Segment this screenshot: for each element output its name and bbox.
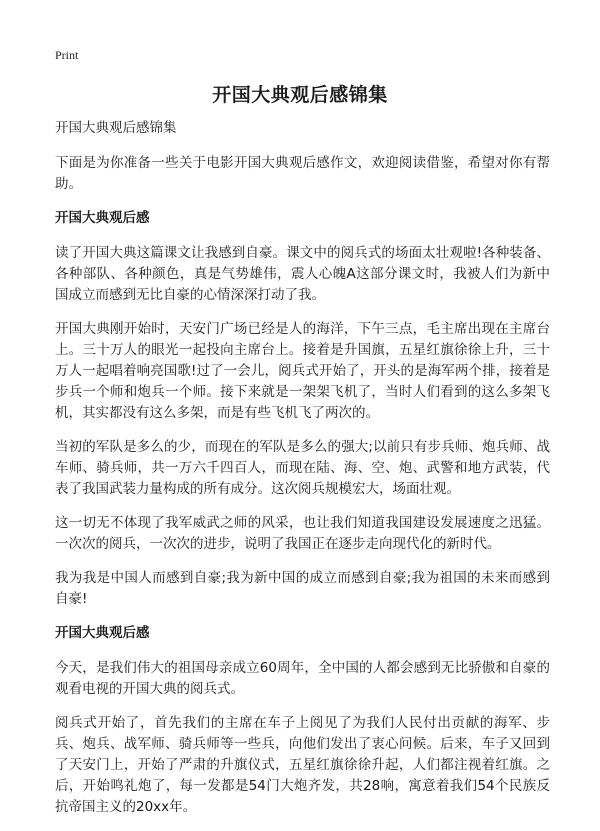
article-body: [55, 118, 550, 831]
intro-paragraph: 下面是为你准备一些关于电影开国大典观后感作文，欢迎阅读借鉴，希望对你有帮助。: [55, 155, 550, 192]
page-title: 开国大典观后感锦集: [212, 84, 388, 106]
section-heading: 开国大典观后感: [55, 625, 150, 641]
paragraph: 读了开国大典这篇课文让我感到自豪。课文中的阅兵式的场面太壮观啦!各种装备、各种部队、各种颜色，真是气势雄伟，震人心魄A这部分课文时，我被人们为新中国成立而感到无比自豪的心情深深打动了我。: [55, 245, 550, 303]
paragraph: 这一切无不体现了我军威武之师的风采，也让我们知道我国建设发展速度之迅猛。一次次的阅兵，一次次的进步，说明了我国正在逐步走向现代化的新时代。: [55, 515, 550, 552]
article-subtitle: 开国大典观后感锦集: [55, 120, 177, 136]
print-link[interactable]: Print: [55, 48, 79, 62]
paragraph: 今天，是我们伟大的祖国母亲成立60周年，全中国的人都会感到无比骄傲和自豪的观看电视的开国大典的阅兵式。: [55, 660, 550, 697]
paragraph: 阅兵式开始了，首先我们的主席在车子上阅见了为我们人民付出贡献的海军、步兵、炮兵、战军师、骑兵师等一些兵，向他们发出了衷心问候。后来，车子又回到了天安门上，开始了严肃的升旗仪式，五星红旗徐徐升起，人们都注视着红旗。之后，开始鸣礼炮了，每一发都是54门大炮齐发，共28响，寓意着我们54个民族反抗帝国主义的20xx年。: [55, 715, 550, 815]
paragraph: 开国大典刚开始时，天安门广场已经是人的海洋，下午三点，毛主席出现在主席台上。三十万人的眼光一起投向主席台上。接着是升国旗，五星红旗徐徐上升，三十万人一起唱着响亮国歌!过了一会儿，阅兵式开始了，开头的是海军两个排，接着是步兵一个师和炮兵一个师。接下来就是一架架飞机了，当时人们看到的这么多架飞机，其实都没有这么多架，而是有些飞机飞了两次的。: [55, 321, 550, 421]
section-heading: 开国大典观后感: [55, 210, 150, 226]
paragraph: 我为我是中国人而感到自豪;我为新中国的成立而感到自豪;我为祖国的未来而感到自豪!: [55, 570, 550, 607]
paragraph: 当初的军队是多么的少，而现在的军队是多么的强大;以前只有步兵师、炮兵师、战车师、骑兵师，共一万六千四百人，而现在陆、海、空、炮、武警和地方武装，代表了我国武装力量构成的所有成分。这次阅兵规模宏大，场面壮观。: [55, 439, 550, 497]
